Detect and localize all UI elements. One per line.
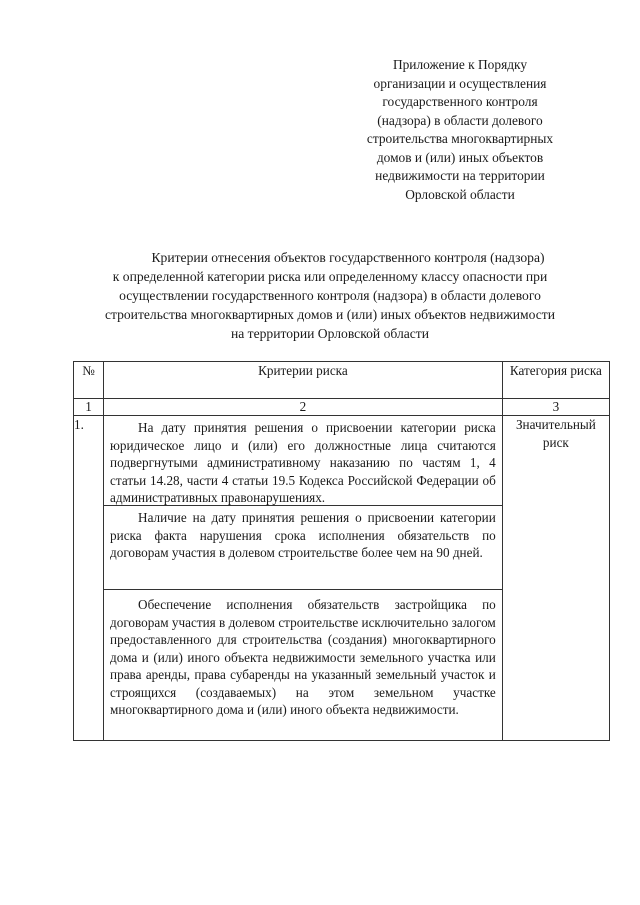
- title-line: строительства многоквартирных домов и (или) иных объектов недвижимости: [104, 307, 556, 322]
- appendix-line: строительства многоквартирных: [366, 131, 554, 146]
- title-line: к определенной категории риска или определенному классу опасности при: [112, 269, 548, 284]
- title-line: на территории Орловской области: [230, 326, 430, 341]
- criteria-cell: [104, 416, 503, 741]
- criterion-text: Обеспечение исполнения обязательств застройщика по договорам участия в долевом строительстве исключительно залогом предоставленного для строительства (создания) многоквартирного дома и (или) иного объекта недвижимости земельного участка или права аренды, права субаренды на указанный земельный участок и строящихся (создаваемых) на этом земельном участке многоквартирного дома и (или) иного объекта недвижимости.: [110, 597, 496, 717]
- appendix-line: Орловской области: [405, 186, 515, 202]
- header-number: №: [74, 362, 104, 399]
- criterion-item: [104, 506, 502, 590]
- risk-category: Значительный риск: [502, 416, 609, 741]
- title-line: осуществлении государственного контроля (надзора) в области долевого: [119, 288, 541, 303]
- column-index: 2: [104, 399, 503, 416]
- column-index: 3: [502, 399, 609, 416]
- table-header-row: [74, 362, 610, 399]
- header-category: Категория риска: [502, 362, 609, 399]
- appendix-line: организации и осуществления: [373, 75, 547, 91]
- header-criteria: Критерии риска: [104, 362, 503, 399]
- row-number: 1.: [74, 416, 104, 741]
- document-title: [70, 248, 590, 343]
- appendix-note: [340, 56, 580, 204]
- criterion-text: На дату принятия решения о присвоении категории риска юридическое лицо и (или) его должностные лица считаются подвергнутыми административному наказанию по частям 1, 4 статьи 14.28, части 4 статьи 19.5 Кодекса Российской Федерации об административных правонарушениях.: [110, 420, 496, 505]
- table-row: [74, 416, 610, 741]
- column-index-row: [74, 399, 610, 416]
- appendix-line: недвижимости на территории: [375, 168, 545, 183]
- criterion-item: [104, 590, 502, 740]
- column-index: 1: [74, 399, 104, 416]
- appendix-line: (надзора) в области долевого: [377, 112, 543, 128]
- risk-criteria-table: [73, 361, 610, 741]
- appendix-line: Приложение к Порядку: [392, 57, 528, 72]
- criterion-item: [104, 416, 502, 506]
- appendix-line: домов и (или) иных объектов: [376, 149, 544, 165]
- title-line: Критерии отнесения объектов государственного контроля (надзора): [151, 250, 545, 265]
- appendix-line: государственного контроля: [382, 94, 538, 109]
- criterion-text: Наличие на дату принятия решения о присвоении категории риска факта нарушения срока исполнения обязательств по договорам участия в долевом строительстве более чем на 90 дней.: [110, 510, 496, 560]
